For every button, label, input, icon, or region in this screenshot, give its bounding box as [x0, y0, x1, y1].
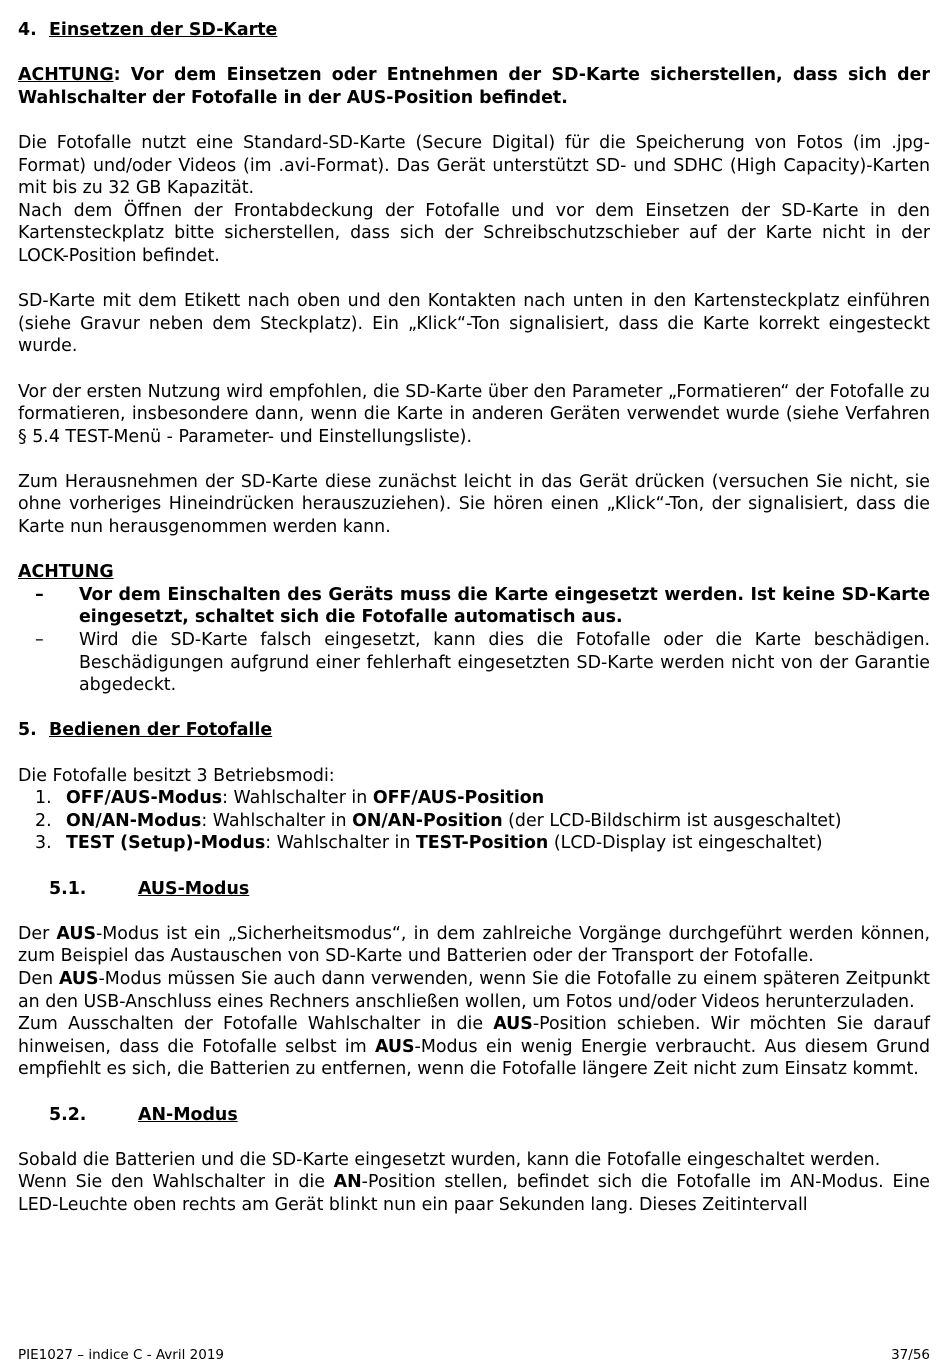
- paragraph: SD-Karte mit dem Etikett nach oben und den Kontakten nach unten in den Kartensteckplatz einführen (siehe Gravur neben dem Steckplatz). Ein „Klick“-Ton signalisiert, dass die Karte korrekt eingesteckt wurde.: [18, 291, 930, 357]
- paragraph: Vor der ersten Nutzung wird empfohlen, die SD-Karte über den Parameter „Formatieren“ der Fotofalle zu formatieren, insbesondere dann, wenn die Karte in anderen Geräten verwendet wurde (siehe Verfahren § 5.4 TEST-Menü - Parameter- und Einstellungsliste).: [18, 381, 930, 447]
- section-number: 4.: [18, 20, 37, 40]
- text: -Position schieben. Wir möchten Sie darauf hinweisen, dass die Fotofalle selbst im: [18, 1014, 930, 1057]
- mode-position: ON/AN-Position: [352, 810, 503, 831]
- modes-list: [18, 787, 930, 855]
- paragraph: [18, 1013, 930, 1081]
- subsection-number: 5.1.: [49, 878, 87, 899]
- subsection-5-1-heading: [18, 878, 930, 901]
- list-number: 3.: [35, 833, 52, 854]
- mode-text: : Wahlschalter in: [265, 833, 416, 854]
- list-item-text: Vor dem Einschalten des Geräts muss die Karte eingesetzt werden. Ist keine SD-Karte eingesetzt, schaltet sich die Fotofalle automatisch aus.: [79, 584, 930, 628]
- list-item: [18, 629, 930, 697]
- warning-paragraph: [18, 64, 930, 109]
- page-footer: [18, 1347, 930, 1363]
- text: Den: [18, 968, 59, 989]
- text: -Position stellen, befindet sich die Fotofalle im AN-Modus. Eine LED-Leuchte oben rechts am Gerät blinkt nun ein paar Sekunden lang. Dieses Zeitintervall: [18, 1172, 930, 1215]
- paragraph: Die Fotofalle nutzt eine Standard-SD-Karte (Secure Digital) für die Speicherung von Fotos (im .jpg-Format) und/oder Videos (im .avi-Format). Das Gerät unterstützt SD- und SDHC (High Capacity)-Karten mit bis zu 32 GB Kapazität.: [18, 132, 930, 199]
- text-bold: AUS: [493, 1014, 533, 1035]
- text-bold: AN: [333, 1172, 362, 1193]
- section-5-heading: [18, 719, 930, 742]
- text: -Modus ein wenig Energie verbraucht. Aus diesem Grund empfiehlt es sich, die Batterien zu entfernen, wenn die Fotofalle längere Zeit nicht zum Einsatz kommt.: [18, 1036, 930, 1080]
- list-item: [18, 832, 930, 855]
- list-number: 2.: [35, 810, 52, 831]
- mode-text: : Wahlschalter in: [201, 810, 353, 831]
- paragraph: Zum Herausnehmen der SD-Karte diese zunächst leicht in das Gerät drücken (versuchen Sie nicht, sie ohne vorheriges Hineindrücken herauszuziehen). Sie hören einen „Klick“-Ton, der signalisiert, dass die Karte nun herausgenommen werden kann.: [18, 471, 930, 538]
- mode-name: ON/AN-Modus: [66, 810, 202, 831]
- warning-label: ACHTUNG: [18, 65, 114, 86]
- page-number: 37/56: [891, 1347, 930, 1363]
- warning-label-2: ACHTUNG: [18, 562, 114, 583]
- section-title: Bedienen der Fotofalle: [49, 720, 273, 741]
- list-item: [18, 787, 930, 810]
- text-bold: AUS: [374, 1036, 415, 1057]
- subsection-title: AUS-Modus: [138, 878, 250, 899]
- mode-text: : Wahlschalter in: [222, 788, 373, 809]
- text-bold: AUS: [56, 923, 96, 944]
- text: Wenn Sie den Wahlschalter in die: [18, 1172, 334, 1193]
- text: -Modus ist ein „Sicherheitsmodus“, in dem zahlreiche Vorgänge durchgeführt werden können, zum Beispiel das Austauschen von SD-Karte und Batterien oder der Transport der Fotofalle.: [18, 923, 930, 967]
- list-item-text: Wird die SD-Karte falsch eingesetzt, kann dies die Fotofalle oder die Karte beschädigen. Beschädigungen aufgrund einer fehlerhaft eingesetzten SD-Karte werden nicht von der Garantie abgedeckt.: [79, 630, 930, 696]
- dash-bullet-icon: –: [35, 584, 44, 605]
- subsection-number: 5.2.: [49, 1104, 87, 1125]
- list-item: [18, 810, 930, 833]
- mode-note: (der LCD-Bildschirm ist ausgeschaltet): [502, 810, 842, 831]
- section-number: 5.: [18, 720, 37, 741]
- mode-note: (LCD-Display ist eingeschaltet): [548, 833, 823, 854]
- document-page: [18, 19, 930, 1216]
- section-title: Einsetzen der SD-Karte: [49, 20, 278, 40]
- mode-position: TEST-Position: [415, 833, 549, 854]
- footer-document-id: PIE1027 – indice C - Avril 2019: [18, 1347, 225, 1363]
- list-number: 1.: [35, 788, 52, 809]
- text: Zum Ausschalten der Fotofalle Wahlschalter in die: [18, 1014, 494, 1035]
- text-bold: AUS: [58, 968, 99, 989]
- paragraph: [18, 968, 930, 1013]
- warning-list: [18, 584, 930, 697]
- warning-text: : Vor dem Einsetzen oder Entnehmen der SD-Karte sicherstellen, dass sich der Wahlschalter der Fotofalle in der AUS-Position befindet.: [18, 65, 930, 108]
- mode-name: OFF/AUS-Modus: [66, 788, 223, 809]
- mode-position: OFF/AUS-Position: [372, 788, 545, 809]
- paragraph: Nach dem Öffnen der Frontabdeckung der Fotofalle und vor dem Einsetzen der SD-Karte in den Kartensteckplatz bitte sicherstellen, dass sich der Schreibschutzschieber auf der Karte nicht in der LOCK-Position befindet.: [18, 200, 930, 266]
- paragraph: Die Fotofalle besitzt 3 Betriebsmodi:: [18, 765, 335, 786]
- subsection-title: AN-Modus: [138, 1104, 238, 1125]
- text: -Modus müssen Sie auch dann verwenden, wenn Sie die Fotofalle zu einem späteren Zeitpunkt an den USB-Anschluss eines Rechners anschließen wollen, um Fotos und/oder Videos herunterzuladen.: [18, 968, 931, 1012]
- paragraph: Sobald die Batterien und die SD-Karte eingesetzt wurden, kann die Fotofalle eingeschaltet werden.: [18, 1149, 881, 1170]
- subsection-5-2-heading: [18, 1104, 930, 1127]
- section-4-heading: [18, 19, 930, 42]
- paragraph: [18, 923, 930, 968]
- paragraph: [18, 1171, 930, 1216]
- text: Der: [18, 923, 57, 944]
- list-item: [18, 584, 930, 629]
- dash-bullet-icon: –: [35, 630, 44, 651]
- mode-name: TEST (Setup)-Modus: [66, 833, 266, 854]
